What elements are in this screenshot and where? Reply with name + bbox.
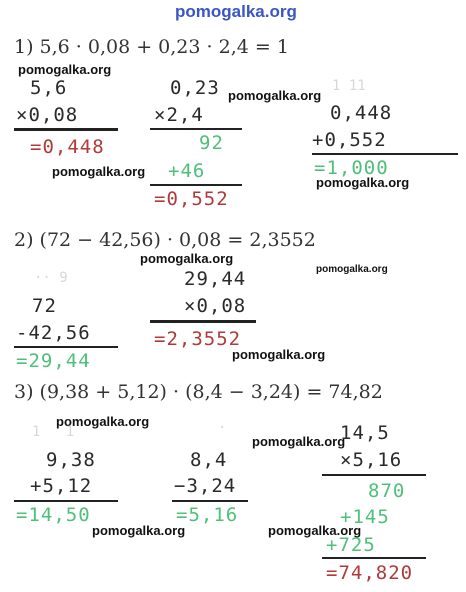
problem-1-equation: 1) 5,6 · 0,08 + 0,23 · 2,4 = 1 (14, 36, 289, 58)
p2-mult-result: =2,3552 (154, 328, 242, 350)
p1-mult1-a: 5,6 (30, 77, 68, 99)
p1-mult2-partial2: +46 (168, 160, 206, 182)
p2-mult-b: ×0,08 (184, 295, 247, 317)
problem-2-equation: 2) (72 − 42,56) · 0,08 = 2,3552 (14, 229, 316, 251)
p1-mult1-result: =0,448 (30, 136, 105, 158)
watermark: pomogalka.org (252, 434, 346, 449)
p3-mult-partial3: +725 (326, 534, 376, 556)
p3-mult-line2 (322, 557, 426, 559)
p3-sub-line (172, 500, 248, 502)
p3-add-a: 9,38 (46, 449, 96, 471)
p2-mult-line (150, 320, 256, 323)
p3-mult-a: 14,5 (340, 422, 390, 444)
p1-mult2-result: =0,552 (154, 188, 229, 210)
p1-mult2-partial1: 92 (199, 132, 224, 154)
p1-mult2-a: 0,23 (170, 77, 220, 99)
watermark: pomogalka.org (18, 62, 112, 77)
p3-mult-result: =74,820 (326, 562, 414, 584)
watermark: pomogalka.org (56, 414, 150, 429)
p3-mult-partial1: 870 (368, 480, 406, 502)
p1-mult1-b: ×0,08 (16, 104, 79, 126)
p3-sub-a: 8,4 (190, 449, 228, 471)
p3-add-b: +5,12 (30, 475, 93, 497)
p1-mult2-b: ×2,4 (154, 104, 204, 126)
watermark: pomogalka.org (228, 88, 322, 103)
p1-mult1-line (14, 128, 118, 131)
watermark: pomogalka.org (52, 164, 146, 179)
site-title[interactable]: pomogalka.org (175, 2, 297, 21)
watermark: pomogalka.org (140, 251, 234, 266)
p2-sub-carry: ·· 9 (34, 270, 68, 286)
p3-mult-line (322, 474, 426, 476)
p2-sub-result: =29,44 (16, 350, 91, 372)
p3-mult-partial2: +145 (340, 506, 390, 528)
watermark: pomogalka.org (268, 523, 362, 538)
p2-sub-a: 72 (32, 295, 57, 317)
p3-sub-carry: · (218, 420, 227, 436)
p1-add-result: =1,000 (314, 157, 389, 179)
p3-mult-b: ×5,16 (340, 449, 403, 471)
p3-sub-b: −3,24 (174, 475, 237, 497)
p1-mult2-line (150, 128, 242, 130)
p1-mult2-line2 (150, 184, 242, 186)
p3-add-carry: 1 1 (32, 424, 75, 440)
watermark: pomogalka.org (316, 264, 388, 275)
p1-add-carry: 1 11 (332, 78, 366, 94)
p1-add-b: +0,552 (312, 129, 387, 151)
p1-add-a: 0,448 (330, 102, 393, 124)
p3-add-result: =14,50 (16, 504, 91, 526)
watermark: pomogalka.org (316, 175, 410, 190)
watermark: pomogalka.org (92, 523, 186, 538)
p3-sub-result: =5,16 (176, 504, 239, 526)
p2-mult-a: 29,44 (184, 268, 247, 290)
problem-3-equation: 3) (9,38 + 5,12) · (8,4 − 3,24) = 74,82 (14, 381, 383, 403)
p1-add-line (312, 153, 458, 155)
p2-sub-line (14, 346, 118, 348)
watermark: pomogalka.org (232, 347, 326, 362)
p3-add-line (14, 500, 118, 502)
p2-sub-b: -42,56 (16, 322, 91, 344)
